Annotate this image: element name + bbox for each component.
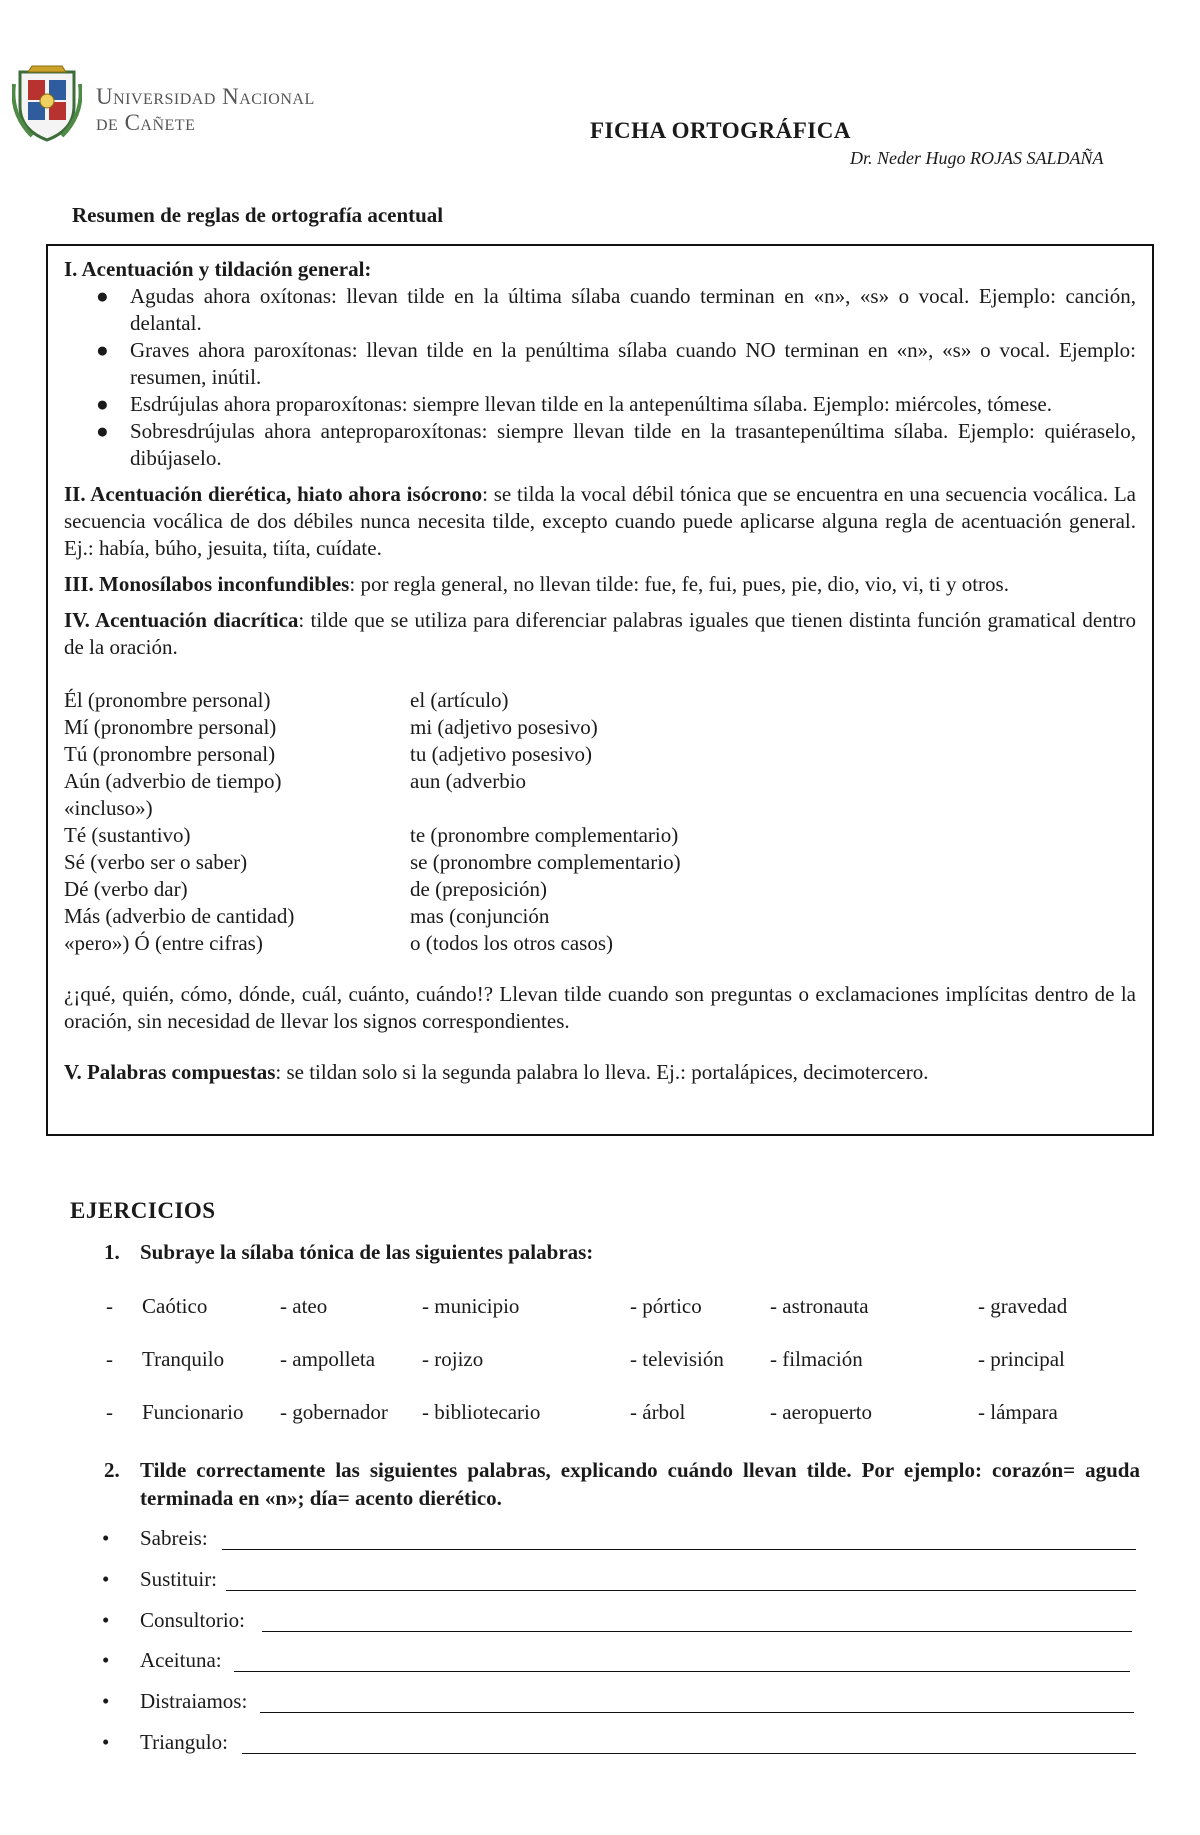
- word: - televisión: [630, 1347, 724, 1371]
- answer-line[interactable]: [260, 1712, 1134, 1713]
- fill-label: Aceituna:: [140, 1648, 222, 1673]
- word: - aeropuerto: [770, 1400, 873, 1424]
- word: - pórtico: [630, 1294, 702, 1318]
- pair-left: Más (adverbio de cantidad): [64, 904, 295, 928]
- fill-in-list: [102, 1526, 1142, 1771]
- word: Caótico: [142, 1294, 208, 1318]
- section-4-text: : tilde que se utiliza para diferenciar palabras iguales que tienen distinta función gramatical dentro de la oración.: [64, 608, 1136, 659]
- fill-label: Consultorio:: [140, 1607, 246, 1632]
- exercise-number: 1.: [104, 1240, 120, 1264]
- pair-left: Sé (verbo ser o saber): [64, 850, 248, 874]
- university-name: [96, 84, 315, 136]
- bullet-icon: ●: [96, 392, 109, 416]
- exercise-1-text: Subraye la sílaba tónica de las siguientes palabras:: [140, 1240, 594, 1264]
- fill-label: Distraiamos:: [140, 1689, 248, 1714]
- university-crest-icon: [12, 64, 82, 144]
- document-author: Dr. Neder Hugo ROJAS SALDAÑA: [850, 148, 1104, 168]
- pair-left: Té (sustantivo): [64, 823, 191, 847]
- pair-right: se (pronombre complementario): [410, 850, 681, 874]
- exercise-2-text: Tilde correctamente las siguientes palabras, explicando cuándo llevan tilde. Por ejemplo: corazón= aguda terminada en «n»; día= acento dierético.: [140, 1458, 1140, 1510]
- fill-label: Sustituir:: [140, 1566, 218, 1591]
- rule-text: Sobresdrújulas ahora anteproparoxítonas: siempre llevan tilde en la trasantepenúltima sílaba. Ejemplo: quiéraselo, dibújaselo.: [130, 419, 1136, 470]
- pair-left: Tú (pronombre personal): [64, 742, 276, 766]
- pair-left: Dé (verbo dar): [64, 877, 188, 901]
- pair-left: Él (pronombre personal): [64, 688, 271, 712]
- section-4-heading: IV. Acentuación diacrítica: [64, 608, 299, 632]
- pair-row: [64, 849, 1136, 876]
- pair-right: mas (conjunción: [410, 904, 550, 928]
- section-3-text: : por regla general, no llevan tilde: fue, fe, fui, pues, pie, dio, vio, vi, ti y otros.: [349, 572, 1009, 596]
- section-2-heading: II. Acentuación dierética, hiato ahora isócrono: [64, 482, 483, 506]
- word-row: [106, 1347, 1106, 1400]
- exercise-1-question: [104, 1238, 593, 1266]
- summary-heading: Resumen de reglas de ortografía acentual: [72, 203, 444, 227]
- pair-row: [64, 822, 1136, 849]
- section-2: [64, 481, 1136, 562]
- fill-label: Triangulo:: [140, 1729, 228, 1754]
- word: - bibliotecario: [422, 1400, 541, 1424]
- word: - árbol: [630, 1400, 686, 1424]
- pair-row: [64, 930, 1136, 957]
- bullet-icon: •: [102, 1566, 110, 1591]
- word: - municipio: [422, 1294, 520, 1318]
- list-item: [94, 283, 1136, 337]
- pair-row: [64, 903, 1136, 930]
- pair-left: «pero») Ó (entre cifras): [64, 931, 263, 955]
- fill-row: [102, 1648, 1142, 1689]
- bullet-icon: •: [102, 1689, 110, 1714]
- exercises-heading: EJERCICIOS: [70, 1198, 216, 1223]
- section-2-text: : se tilda la vocal débil tónica que se encuentra en una secuencia vocálica. La secuencia vocálica de dos débiles nunca necesita tilde, excepto cuando puede aplicarse alguna regla de acentuación general. Ej.: había, búho, jesuita, tiíta, cuídate.: [64, 482, 1136, 560]
- section-5: [64, 1059, 1136, 1086]
- pair-row: [64, 768, 1136, 795]
- diacritic-pairs: [64, 687, 1136, 957]
- word: Tranquilo: [142, 1347, 225, 1371]
- pair-right: el (artículo): [410, 688, 509, 712]
- word-row: [106, 1294, 1106, 1347]
- bullet-icon: •: [102, 1607, 110, 1632]
- answer-line[interactable]: [242, 1753, 1136, 1754]
- bullet-icon: ●: [96, 338, 109, 362]
- section-5-heading: V. Palabras compuestas: [64, 1060, 276, 1084]
- pair-right: tu (adjetivo posesivo): [410, 742, 592, 766]
- fill-row: [102, 1730, 1142, 1771]
- word: - ateo: [280, 1294, 328, 1318]
- document-title: FICHA ORTOGRÁFICA: [590, 118, 851, 143]
- rule-text: Graves ahora paroxítonas: llevan tilde en la penúltima sílaba cuando NO terminan en «n», «s» o vocal. Ejemplo: resumen, inútil.: [130, 338, 1136, 389]
- exercise-2-question: [104, 1456, 1144, 1510]
- dash: -: [106, 1400, 113, 1424]
- word: - filmación: [770, 1347, 863, 1371]
- word: - rojizo: [422, 1347, 484, 1371]
- university-name-line1: Universidad Nacional: [96, 84, 315, 109]
- pair-left: Mí (pronombre personal): [64, 715, 277, 739]
- list-item: [94, 337, 1136, 391]
- bullet-icon: •: [102, 1729, 110, 1754]
- word: - lámpara: [978, 1400, 1058, 1424]
- answer-line[interactable]: [234, 1671, 1130, 1672]
- pair-right: de (preposición): [410, 877, 548, 901]
- bullet-icon: •: [102, 1648, 110, 1673]
- bullet-icon: ●: [96, 284, 109, 308]
- word-row: [106, 1400, 1106, 1453]
- bullet-icon: ●: [96, 419, 109, 443]
- word: - ampolleta: [280, 1347, 376, 1371]
- word: Funcionario: [142, 1400, 244, 1424]
- pair-row: [64, 714, 1136, 741]
- bullet-icon: •: [102, 1526, 110, 1550]
- rule-text: Agudas ahora oxítonas: llevan tilde en la última sílaba cuando terminan en «n», «s» o vocal. Ejemplo: canción, delantal.: [130, 284, 1136, 335]
- section-1-list: [94, 283, 1136, 472]
- section-3: [64, 571, 1136, 598]
- section-4: [64, 607, 1136, 661]
- dash: -: [106, 1347, 113, 1371]
- exercise-number: 2.: [104, 1458, 120, 1482]
- rules-box: [46, 244, 1154, 1136]
- word: - astronauta: [770, 1294, 869, 1318]
- dash: -: [106, 1294, 113, 1318]
- pair-right: aun (adverbio: [410, 769, 527, 793]
- word-grid: [106, 1294, 1106, 1453]
- pair-row: [64, 795, 1136, 822]
- answer-line[interactable]: [262, 1631, 1132, 1632]
- section-5-text: : se tildan solo si la segunda palabra lo lleva. Ej.: portalápices, decimotercero.: [275, 1060, 929, 1084]
- rule-text: Esdrújulas ahora proparoxítonas: siempre llevan tilde en la antepenúltima sílaba. Ejemplo: miércoles, tómese.: [130, 392, 1052, 416]
- section-1-heading: I. Acentuación y tildación general:: [64, 257, 372, 281]
- fill-label: Sabreis:: [140, 1526, 208, 1550]
- fill-row: [102, 1608, 1142, 1649]
- interrogatives-note: ¿¡qué, quién, cómo, dónde, cuál, cuánto, cuándo!? Llevan tilde cuando son preguntas o exclamaciones implícitas dentro de la oración, sin necesidad de llevar los signos correspondientes.: [64, 982, 1136, 1033]
- pair-right: mi (adjetivo posesivo): [410, 715, 598, 739]
- fill-row: [102, 1567, 1142, 1608]
- word: - principal: [978, 1347, 1065, 1371]
- answer-line[interactable]: [222, 1549, 1136, 1550]
- fill-row: [102, 1689, 1142, 1730]
- fill-row: [102, 1526, 1142, 1567]
- list-item: [94, 391, 1136, 418]
- pair-right: te (pronombre complementario): [410, 823, 679, 847]
- pair-right: o (todos los otros casos): [410, 931, 613, 955]
- word: - gravedad: [978, 1294, 1068, 1318]
- pair-left: Aún (adverbio de tiempo): [64, 769, 282, 793]
- pair-row: [64, 876, 1136, 903]
- pair-row: [64, 741, 1136, 768]
- section-3-heading: III. Monosílabos inconfundibles: [64, 572, 350, 596]
- answer-line[interactable]: [226, 1590, 1136, 1591]
- pair-row: [64, 687, 1136, 714]
- word: - gobernador: [280, 1400, 388, 1424]
- university-name-line2: de Cañete: [96, 110, 196, 135]
- pair-left: «incluso»): [64, 796, 153, 820]
- list-item: [94, 418, 1136, 472]
